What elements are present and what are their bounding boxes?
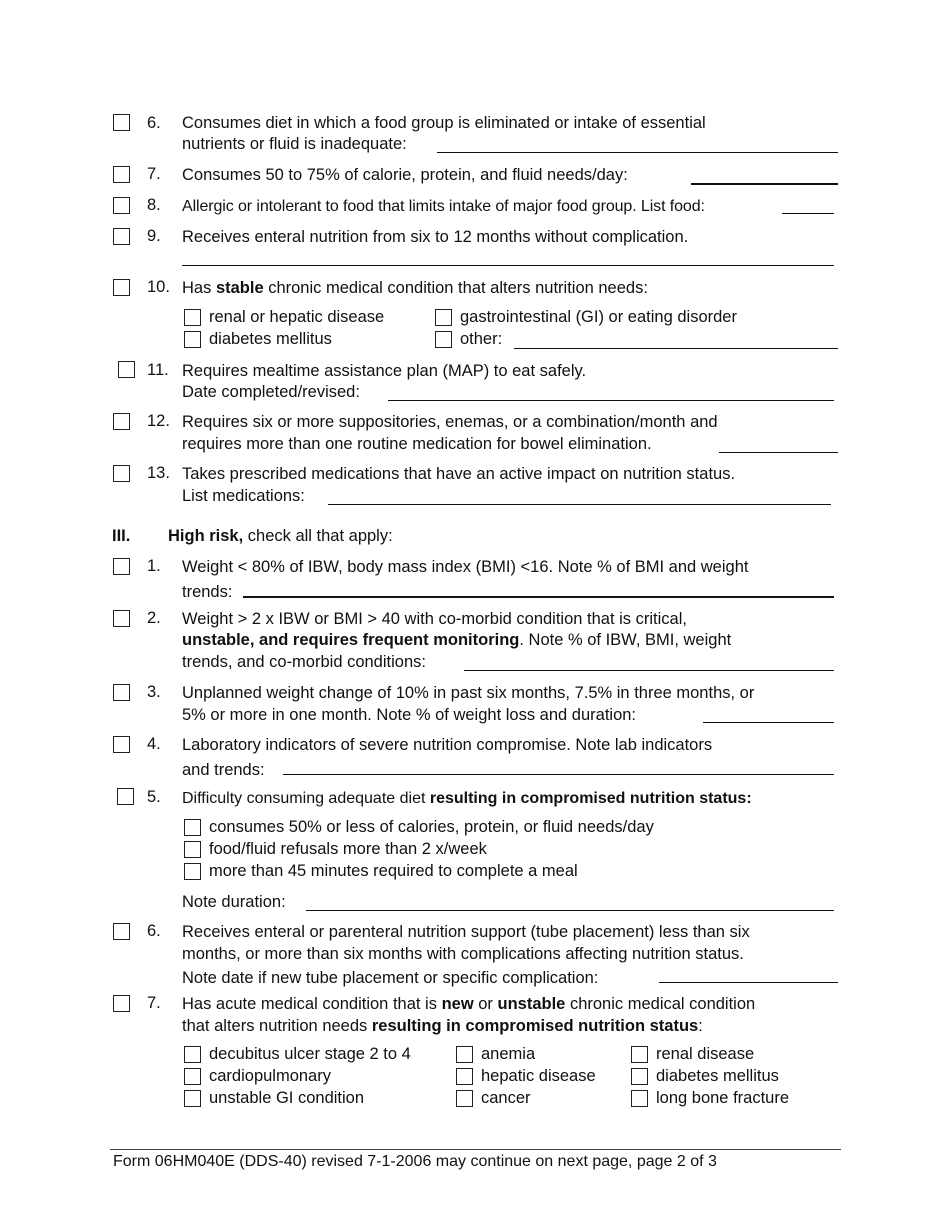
- item-number: 3.: [147, 683, 161, 701]
- option-checkbox[interactable]: [631, 1068, 648, 1085]
- item-number: 11.: [147, 361, 169, 379]
- option-label: unstable GI condition: [209, 1089, 365, 1107]
- item-number: 7.: [147, 165, 161, 183]
- high-risk-4-blank[interactable]: [283, 774, 834, 775]
- high-risk-1-text-2: trends:: [182, 583, 233, 601]
- option-label: anemia: [481, 1045, 536, 1063]
- item-number: 4.: [147, 735, 161, 753]
- high-risk-2-checkbox[interactable]: [113, 610, 130, 627]
- item-11-text: Requires mealtime assistance plan (MAP) to eat safely.: [182, 362, 587, 380]
- high-risk-4-text-2: and trends:: [182, 761, 265, 779]
- option-checkbox[interactable]: [456, 1068, 473, 1085]
- item-8-blank[interactable]: [782, 213, 834, 214]
- item-13-text: Takes prescribed medications that have an active impact on nutrition status.: [182, 465, 736, 483]
- item-6-blank[interactable]: [437, 152, 838, 153]
- high-risk-1-blank[interactable]: [243, 596, 834, 598]
- high-risk-6-text-3: Note date if new tube placement or specific complication:: [182, 969, 599, 987]
- option-label: diabetes mellitus: [209, 330, 332, 348]
- option-label: renal disease: [656, 1045, 755, 1063]
- option-checkbox[interactable]: [435, 309, 452, 326]
- item-number: 2.: [147, 609, 161, 627]
- item-12-text-2: requires more than one routine medication for bowel elimination.: [182, 435, 652, 453]
- item-number: 6.: [147, 114, 161, 132]
- item-8-checkbox[interactable]: [113, 197, 130, 214]
- high-risk-6-text: Receives enteral or parenteral nutrition support (tube placement) less than six: [182, 923, 750, 941]
- item-7-blank[interactable]: [691, 183, 838, 185]
- note-duration-label: Note duration:: [182, 893, 286, 911]
- item-6-text-2: nutrients or fluid is inadequate:: [182, 135, 407, 153]
- item-11-blank[interactable]: [388, 400, 834, 401]
- high-risk-3-blank[interactable]: [703, 722, 834, 723]
- high-risk-2-text-2: unstable, and requires frequent monitoring. Note % of IBW, BMI, weight: [182, 631, 732, 649]
- option-label: consumes 50% or less of calories, protein, or fluid needs/day: [209, 818, 654, 836]
- high-risk-6-checkbox[interactable]: [113, 923, 130, 940]
- option-checkbox[interactable]: [184, 1046, 201, 1063]
- note-duration-blank[interactable]: [306, 910, 834, 911]
- item-number: 1.: [147, 557, 161, 575]
- option-label: hepatic disease: [481, 1067, 596, 1085]
- item-12-text: Requires six or more suppositories, enemas, or a combination/month and: [182, 413, 718, 431]
- option-label: long bone fracture: [656, 1089, 790, 1107]
- item-9-text: Receives enteral nutrition from six to 12 months without complication.: [182, 228, 689, 246]
- footer-divider: [110, 1149, 841, 1150]
- item-12-blank[interactable]: [719, 452, 838, 453]
- item-6-text: Consumes diet in which a food group is eliminated or intake of essential: [182, 114, 706, 132]
- option-label: food/fluid refusals more than 2 x/week: [209, 840, 487, 858]
- high-risk-4-text: Laboratory indicators of severe nutrition compromise. Note lab indicators: [182, 736, 713, 754]
- option-checkbox[interactable]: [184, 841, 201, 858]
- option-checkbox[interactable]: [631, 1046, 648, 1063]
- option-checkbox[interactable]: [184, 309, 201, 326]
- item-number: 13.: [147, 464, 170, 482]
- item-7-text: Consumes 50 to 75% of calorie, protein, and fluid needs/day:: [182, 166, 628, 184]
- high-risk-1-checkbox[interactable]: [113, 558, 130, 575]
- option-label: other:: [460, 330, 503, 348]
- high-risk-3-checkbox[interactable]: [113, 684, 130, 701]
- option-label: more than 45 minutes required to complete a meal: [209, 862, 578, 880]
- item-9-checkbox[interactable]: [113, 228, 130, 245]
- item-10-checkbox[interactable]: [113, 279, 130, 296]
- item-10-text: Has stable chronic medical condition that alters nutrition needs:: [182, 279, 648, 297]
- high-risk-6-text-2: months, or more than six months with complications affecting nutrition status.: [182, 945, 744, 963]
- high-risk-4-checkbox[interactable]: [113, 736, 130, 753]
- option-checkbox[interactable]: [184, 863, 201, 880]
- high-risk-2-text-3: trends, and co-morbid conditions:: [182, 653, 426, 671]
- section-3-numeral: III.: [112, 527, 131, 545]
- item-10-other-blank[interactable]: [514, 348, 838, 349]
- form-footer: Form 06HM040E (DDS-40) revised 7-1-2006 may continue on next page, page 2 of 3: [113, 1153, 717, 1170]
- option-checkbox[interactable]: [184, 819, 201, 836]
- high-risk-3-text-2: 5% or more in one month. Note % of weight loss and duration:: [182, 706, 636, 724]
- section-3-title: High risk, check all that apply:: [168, 527, 393, 545]
- item-number: 9.: [147, 227, 161, 245]
- item-6-checkbox[interactable]: [113, 114, 130, 131]
- item-13-checkbox[interactable]: [113, 465, 130, 482]
- high-risk-6-blank[interactable]: [659, 982, 838, 983]
- item-9-blank[interactable]: [182, 265, 834, 266]
- option-label: gastrointestinal (GI) or eating disorder: [460, 308, 737, 326]
- high-risk-5-checkbox[interactable]: [117, 788, 134, 805]
- option-checkbox[interactable]: [456, 1090, 473, 1107]
- high-risk-2-blank[interactable]: [464, 670, 834, 671]
- option-label: decubitus ulcer stage 2 to 4: [209, 1045, 411, 1063]
- high-risk-7-checkbox[interactable]: [113, 995, 130, 1012]
- option-label: cancer: [481, 1089, 531, 1107]
- item-number: 6.: [147, 922, 161, 940]
- item-13-text-2: List medications:: [182, 487, 305, 505]
- option-label: diabetes mellitus: [656, 1067, 779, 1085]
- item-11-checkbox[interactable]: [118, 361, 135, 378]
- item-8-text: Allergic or intolerant to food that limits intake of major food group. List food:: [182, 198, 705, 215]
- option-checkbox[interactable]: [631, 1090, 648, 1107]
- high-risk-5-text: Difficulty consuming adequate diet resulting in compromised nutrition status:: [182, 790, 752, 807]
- high-risk-2-text: Weight > 2 x IBW or BMI > 40 with co-morbid condition that is critical,: [182, 610, 687, 628]
- option-checkbox[interactable]: [184, 1068, 201, 1085]
- option-checkbox[interactable]: [184, 331, 201, 348]
- item-number: 7.: [147, 994, 161, 1012]
- high-risk-7-text: Has acute medical condition that is new or unstable chronic medical condition: [182, 995, 756, 1013]
- item-12-checkbox[interactable]: [113, 413, 130, 430]
- option-checkbox[interactable]: [456, 1046, 473, 1063]
- item-11-text-2: Date completed/revised:: [182, 383, 360, 401]
- option-checkbox[interactable]: [184, 1090, 201, 1107]
- option-label: cardiopulmonary: [209, 1067, 331, 1085]
- high-risk-7-text-2: that alters nutrition needs resulting in compromised nutrition status:: [182, 1017, 703, 1035]
- high-risk-1-text: Weight < 80% of IBW, body mass index (BMI) <16. Note % of BMI and weight: [182, 558, 749, 576]
- item-number: 5.: [147, 788, 161, 806]
- item-number: 8.: [147, 196, 161, 214]
- item-number: 12.: [147, 412, 170, 430]
- item-7-checkbox[interactable]: [113, 166, 130, 183]
- item-13-blank[interactable]: [328, 504, 831, 505]
- option-label: renal or hepatic disease: [209, 308, 385, 326]
- item-number: 10.: [147, 278, 170, 296]
- high-risk-3-text: Unplanned weight change of 10% in past six months, 7.5% in three months, or: [182, 684, 755, 702]
- option-checkbox[interactable]: [435, 331, 452, 348]
